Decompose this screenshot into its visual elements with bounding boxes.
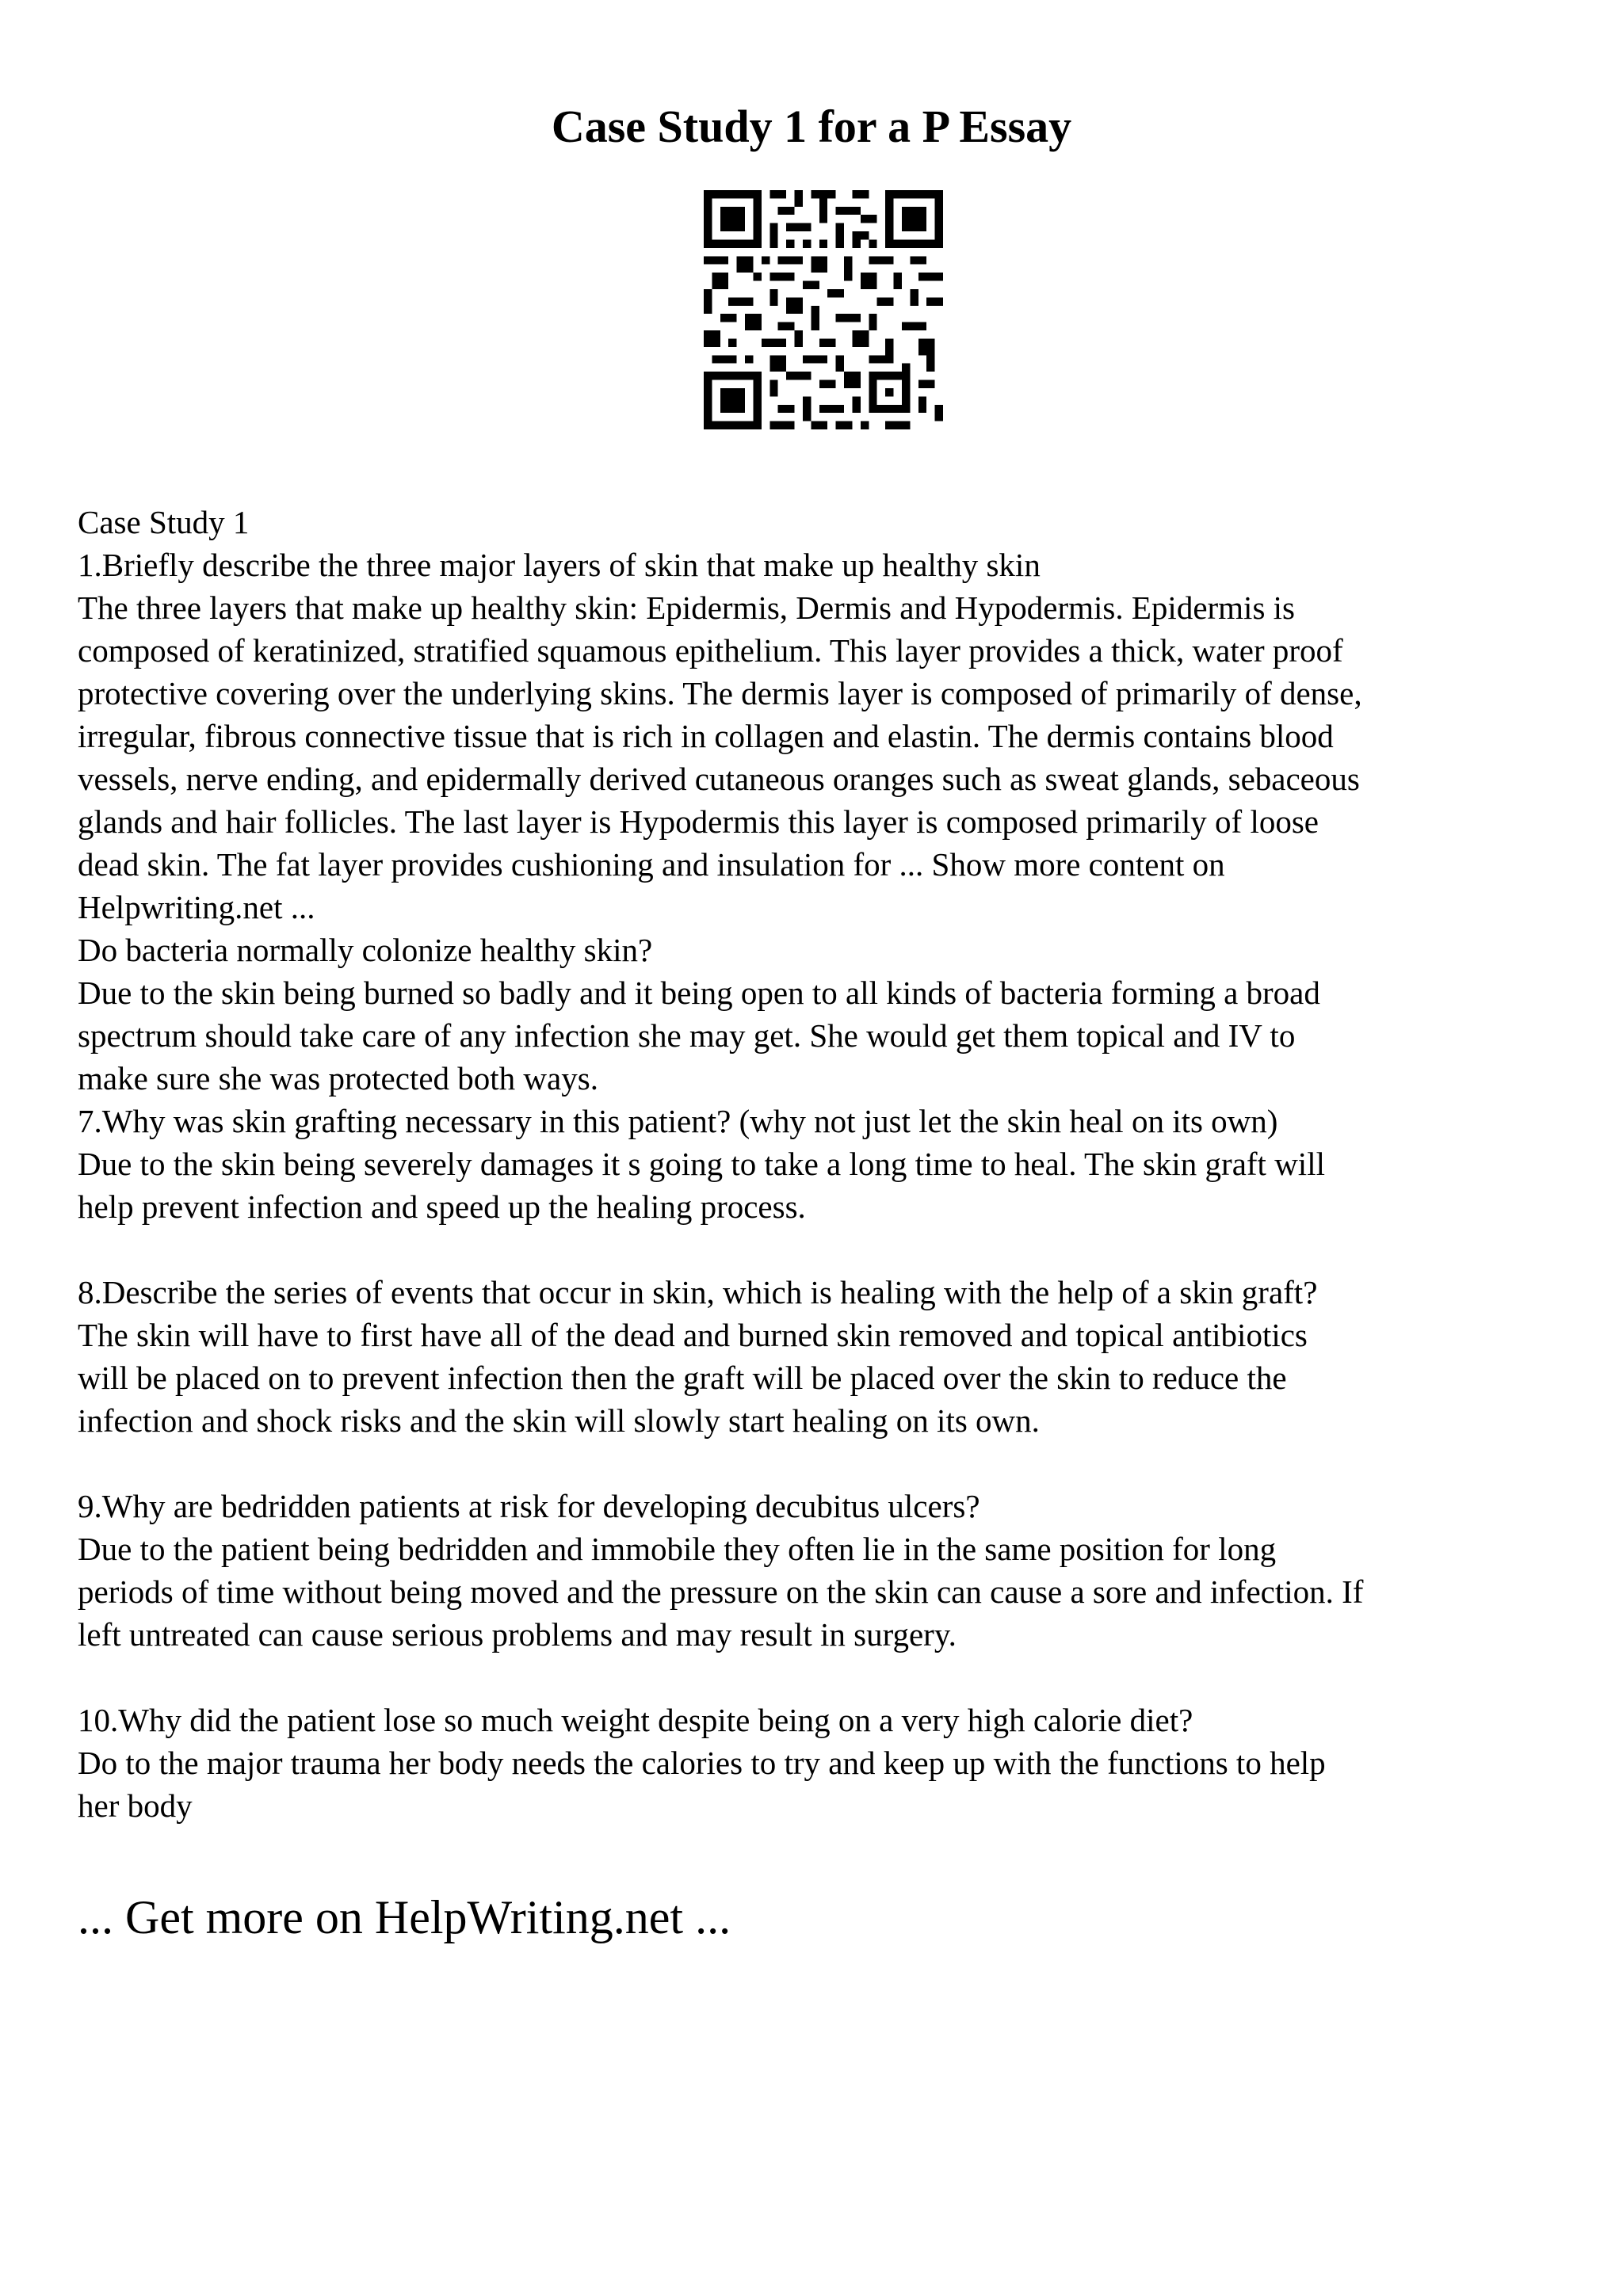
paragraph-gap — [78, 1228, 1568, 1271]
get-more-link[interactable]: ... Get more on HelpWriting.net ... — [78, 1891, 731, 1943]
text-line: 9.Why are bedridden patients at risk for developing decubitus ulcers? — [78, 1488, 980, 1524]
text-line: 1.Briefly describe the three major layers of skin that make up healthy skin — [78, 547, 1041, 583]
qr-code-icon — [704, 190, 943, 429]
text-line: Due to the patient being bedridden and immobile they often lie in the same position for long — [78, 1531, 1277, 1567]
text-line: Do to the major trauma her body needs the calories to try and keep up with the functions to help — [78, 1745, 1326, 1781]
text-line: 7.Why was skin grafting necessary in this patient? (why not just let the skin heal on its own) — [78, 1103, 1278, 1139]
text-line: vessels, nerve ending, and epidermally derived cutaneous oranges such as sweat glands, sebaceous — [78, 761, 1360, 797]
page-title: Case Study 1 for a P Essay — [551, 101, 1072, 152]
text-line: periods of time without being moved and the pressure on the skin can cause a sore and infection. If — [78, 1573, 1364, 1610]
text-line: Do bacteria normally colonize healthy skin? — [78, 932, 653, 968]
text-line: 10.Why did the patient lose so much weight despite being on a very high calorie diet? — [78, 1702, 1193, 1738]
text-line: infection and shock risks and the skin will slowly start healing on its own. — [78, 1402, 1040, 1439]
text-line: Due to the skin being burned so badly and it being open to all kinds of bacteria forming a broad — [78, 974, 1320, 1011]
text-line: Case Study 1 — [78, 504, 250, 540]
text-line: make sure she was protected both ways. — [78, 1060, 598, 1097]
text-line: The skin will have to first have all of the dead and burned skin removed and topical antibiotics — [78, 1317, 1308, 1353]
text-line: 8.Describe the series of events that occur in skin, which is healing with the help of a skin graft? — [78, 1274, 1318, 1310]
text-line: spectrum should take care of any infection she may get. She would get them topical and IV to — [78, 1017, 1296, 1054]
text-line: glands and hair follicles. The last layer is Hypodermis this layer is composed primarily of loose — [78, 803, 1319, 840]
text-line: dead skin. The fat layer provides cushioning and insulation for ... Show more content on — [78, 846, 1225, 883]
text-line: composed of keratinized, stratified squamous epithelium. This layer provides a thick, water proof — [78, 632, 1343, 669]
text-line: The three layers that make up healthy skin: Epidermis, Dermis and Hypodermis. Epidermis is — [78, 589, 1295, 626]
document-body — [78, 501, 1568, 1827]
text-line: Due to the skin being severely damages it s going to take a long time to heal. The skin graft will — [78, 1146, 1325, 1182]
text-line: will be placed on to prevent infection then the graft will be placed over the skin to reduce the — [78, 1360, 1287, 1396]
text-line: Helpwriting.net ... — [78, 889, 315, 925]
text-line: protective covering over the underlying skins. The dermis layer is composed of primarily of dense, — [78, 675, 1362, 711]
paragraph-gap — [78, 1656, 1568, 1699]
text-line: left untreated can cause serious problems and may result in surgery. — [78, 1616, 957, 1653]
text-line: her body — [78, 1787, 193, 1824]
text-line: irregular, fibrous connective tissue that is rich in collagen and elastin. The dermis contains blood — [78, 718, 1334, 754]
text-line: help prevent infection and speed up the healing process. — [78, 1188, 806, 1225]
paragraph-gap — [78, 1442, 1568, 1485]
